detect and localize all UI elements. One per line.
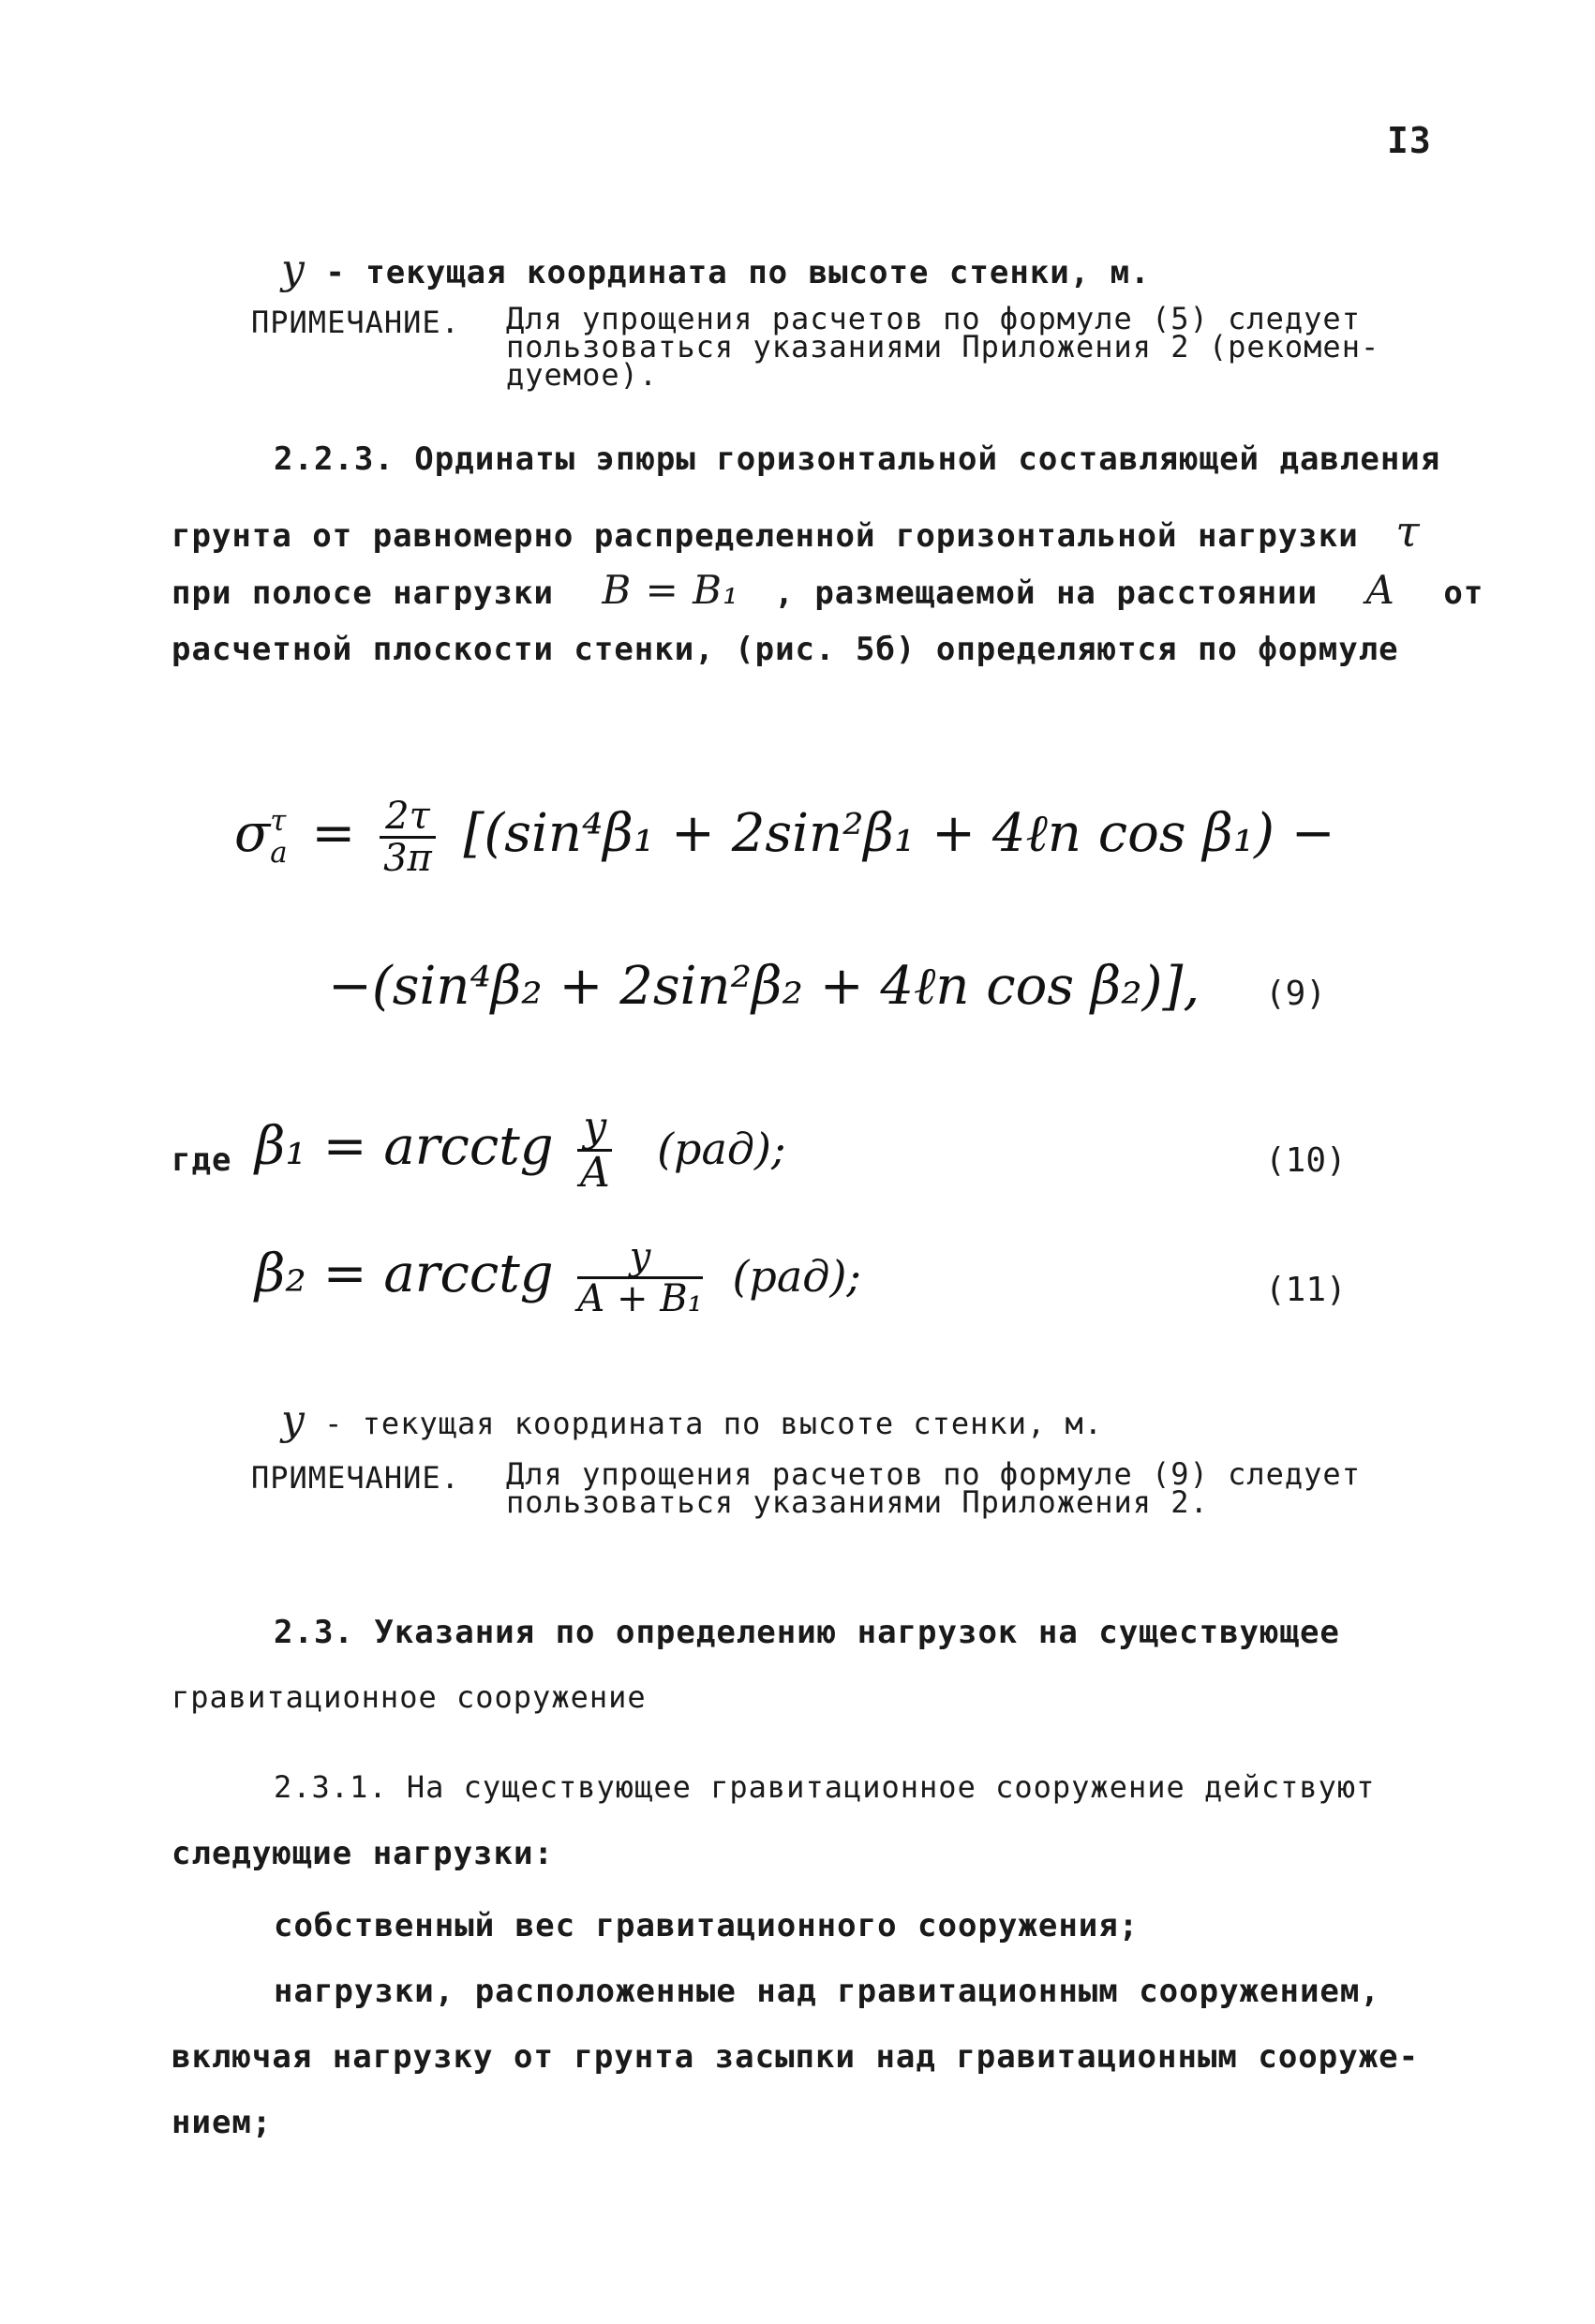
- fraction-numerator: 2τ: [380, 797, 436, 839]
- where-label: где: [171, 1141, 232, 1179]
- sigma-sub: a: [270, 835, 288, 870]
- note-line: Для упрощения расчетов по формуле (5) следует: [506, 301, 1361, 336]
- page-number: I3: [1387, 120, 1432, 161]
- symbol-b: B = B₁: [602, 567, 739, 613]
- paragraph-text: при полосе нагрузки: [171, 574, 554, 612]
- list-item: нагрузки, расположенные над гравитационным сооружением,: [274, 1973, 1380, 2010]
- note-line: пользоваться указаниями Приложения 2.: [506, 1484, 1209, 1520]
- paragraph-line: следующие нагрузки:: [171, 1835, 554, 1872]
- equation-9-line-1: σ τ a = $\frac{2\tau}{3\pi}$ [(sin⁴β₁ + 2sin²β₁ + 4ℓn cos β₁) −: [234, 795, 1335, 880]
- fraction-denominator: 3π: [383, 837, 432, 880]
- sigma-text: σ: [234, 803, 271, 864]
- section-heading: 2.3. Указания по определению нагрузок на существующее: [274, 1614, 1340, 1651]
- paragraph-text: от: [1443, 574, 1484, 612]
- fraction-denominator: A: [579, 1149, 610, 1198]
- note-line: Для упрощения расчетов по формуле (9) следует: [506, 1456, 1361, 1492]
- note-line: пользоваться указаниями Приложения 2 (рекомен-: [506, 329, 1380, 365]
- paragraph-line: 2.2.3. Ординаты эпюры горизонтальной составляющей давления: [274, 440, 1441, 478]
- paragraph-text: грунта от равномерно распределенной горизонтальной нагрузки: [171, 517, 1359, 555]
- note-text: [506, 1456, 1361, 1520]
- sigma-symbol: [234, 803, 288, 870]
- equation-number: (11): [1265, 1271, 1347, 1309]
- fraction-numerator: y: [577, 1106, 612, 1152]
- variable-definition-y: [281, 246, 1151, 293]
- equation-11: [255, 1237, 861, 1318]
- symbol-y: y: [281, 246, 306, 293]
- list-item-continuation: нием;: [171, 2104, 273, 2141]
- paragraph-line: [171, 567, 1483, 613]
- equation-number: (10): [1265, 1141, 1347, 1180]
- fraction-2tau-3pi: [380, 797, 436, 878]
- section-heading: гравитационное сооружение: [171, 1679, 647, 1715]
- symbol-tau: τ: [1395, 506, 1421, 557]
- fraction-denominator: A + B₁: [577, 1277, 703, 1320]
- unit-text: (рад);: [732, 1251, 861, 1302]
- equation-text: β₂ = arcctg: [255, 1244, 554, 1304]
- paragraph-line: расчетной плоскости стенки, (рис. 5б) определяются по формуле: [171, 631, 1399, 668]
- paragraph-text: , размещаемой на расстоянии: [774, 574, 1319, 612]
- symbol-y: y: [281, 1396, 306, 1444]
- equation-9-line-2: −(sin⁴β₂ + 2sin²β₂ + 4ℓn cos β₂)],: [328, 956, 1200, 1017]
- note-text: [506, 301, 1380, 393]
- note-label: ПРИМЕЧАНИЕ.: [251, 305, 460, 340]
- paragraph-line: 2.3.1. На существующее гравитационное сооружение действуют: [274, 1769, 1376, 1805]
- unit-text: (рад);: [657, 1124, 786, 1175]
- paragraph-line: [171, 506, 1421, 557]
- note-label: ПРИМЕЧАНИЕ.: [251, 1460, 460, 1496]
- list-item-continuation: включая нагрузку от грунта засыпки над гравитационным сооруже-: [171, 2038, 1420, 2076]
- equation-10: [255, 1103, 786, 1198]
- fraction-y-a-plus-b: [577, 1237, 702, 1318]
- definition-text: - текущая координата по высоте стенки, м.: [324, 1406, 1104, 1441]
- note-line: дуемое).: [506, 357, 659, 393]
- list-item: собственный вес гравитационного сооружения;: [274, 1907, 1140, 1944]
- fraction-numerator: y: [577, 1237, 702, 1279]
- definition-text: - текущая координата по высоте стенки, м.: [325, 254, 1151, 291]
- equation-text: β₁ = arcctg: [255, 1116, 554, 1178]
- variable-definition-y: [281, 1396, 1103, 1444]
- sigma-sup: τ: [270, 803, 287, 838]
- fraction-y-a: [577, 1103, 612, 1198]
- symbol-a: A: [1365, 567, 1395, 613]
- equation-text: [(sin⁴β₁ + 2sin²β₁ + 4ℓn cos β₁) −: [463, 803, 1335, 864]
- equation-number: (9): [1265, 975, 1327, 1013]
